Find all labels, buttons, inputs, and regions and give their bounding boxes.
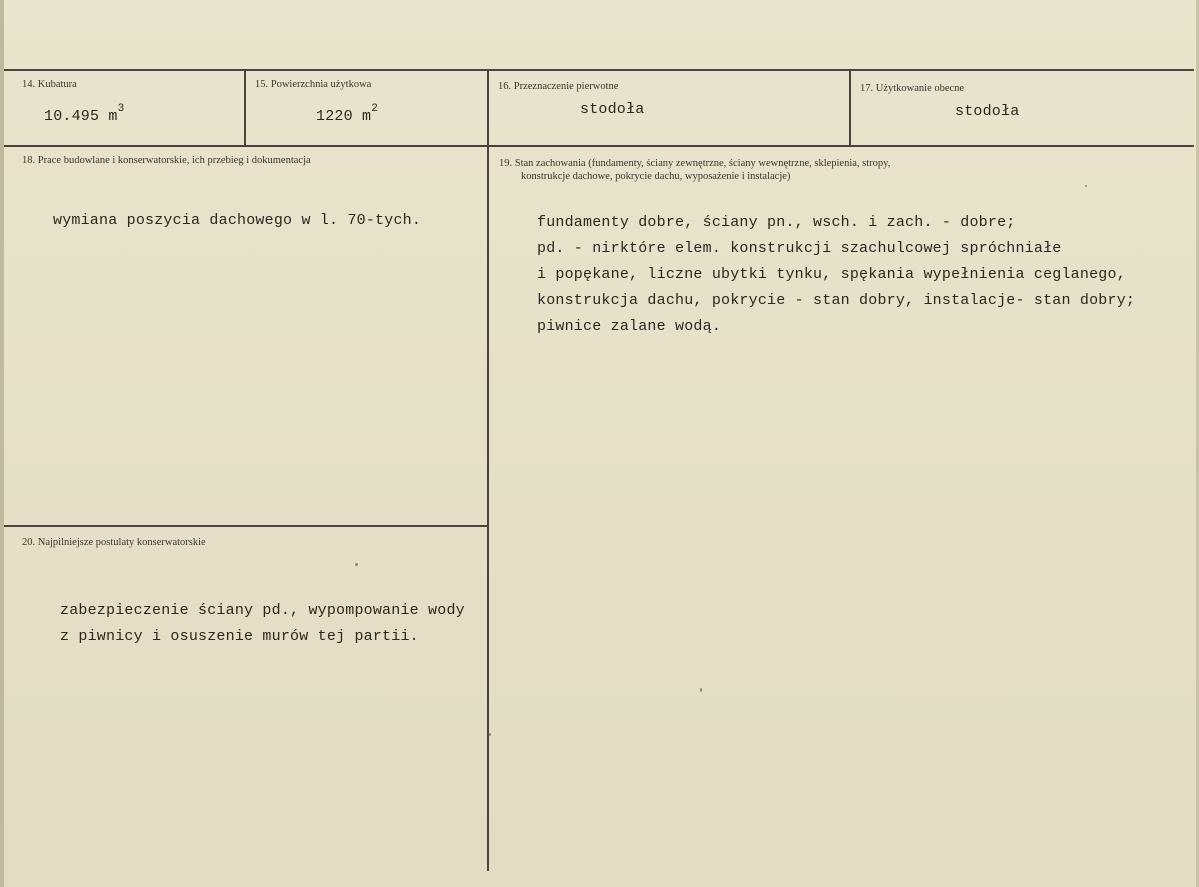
card-edge-left bbox=[0, 0, 4, 887]
field-19-line: i popękane, liczne ubytki tynku, spękania wypełnienia ceglanego, bbox=[537, 266, 1126, 283]
field-19-label-line-2: konstrukcje dachowe, pokrycie dachu, wyposażenie i instalacje) bbox=[521, 171, 791, 182]
field-19-line: konstrukcja dachu, pokrycie - stan dobry, instalacje- stan dobry; bbox=[537, 292, 1136, 309]
field-18-value: wymiana poszycia dachowego w l. 70-tych. bbox=[53, 212, 422, 229]
field-16-label: 16. Przeznaczenie pierwotne bbox=[498, 81, 619, 92]
row1-bottom-rule bbox=[4, 145, 1194, 147]
field-18-label: 18. Prace budowlane i konserwatorskie, ich przebieg i dokumentacja bbox=[22, 155, 311, 166]
field-19-line: pd. - nirktóre elem. konstrukcji szachulcowej spróchniałe bbox=[537, 240, 1062, 257]
top-rule bbox=[4, 69, 1194, 71]
field-16-value: stodoła bbox=[580, 101, 645, 118]
field-14-label: 14. Kubatura bbox=[22, 79, 77, 90]
field-19-line: piwnice zalane wodą. bbox=[537, 318, 722, 335]
field-19-label-line-1: 19. Stan zachowania (fundamenty, ściany zewnętrzne, ściany wewnętrzne, sklepienia, stropy, bbox=[499, 158, 891, 169]
paper-speck bbox=[355, 563, 358, 566]
field-20-label: 20. Najpilniejsze postulaty konserwatorskie bbox=[22, 537, 206, 548]
paper-speck bbox=[1085, 185, 1087, 187]
field-20-line: zabezpieczenie ściany pd., wypompowanie wody bbox=[60, 602, 465, 619]
divider-14-15 bbox=[244, 69, 246, 146]
field-20-line: z piwnicy i osuszenie murów tej partii. bbox=[60, 628, 419, 645]
field-14-number: 10.495 bbox=[44, 108, 100, 125]
field-14-unit-exponent: 3 bbox=[117, 103, 125, 115]
field-19-line: fundamenty dobre, ściany pn., wsch. i zach. - dobre; bbox=[537, 214, 1016, 231]
field-14-unit: m bbox=[108, 108, 118, 125]
field-17-label: 17. Użytkowanie obecne bbox=[860, 83, 965, 94]
field-15-unit-exponent: 2 bbox=[371, 103, 379, 115]
field-15-unit: m bbox=[362, 108, 372, 125]
field-17-value: stodoła bbox=[955, 103, 1020, 120]
paper-speck bbox=[700, 688, 702, 692]
field-14-value bbox=[44, 103, 125, 125]
paper-speck bbox=[489, 733, 491, 736]
field-15-value bbox=[316, 103, 379, 125]
field-15-number: 1220 bbox=[316, 108, 353, 125]
divider-16-17 bbox=[849, 69, 851, 146]
field-15-label: 15. Powierzchnia użytkowa bbox=[255, 79, 372, 90]
divider-main bbox=[487, 69, 489, 871]
f18-bottom-rule bbox=[4, 525, 488, 527]
